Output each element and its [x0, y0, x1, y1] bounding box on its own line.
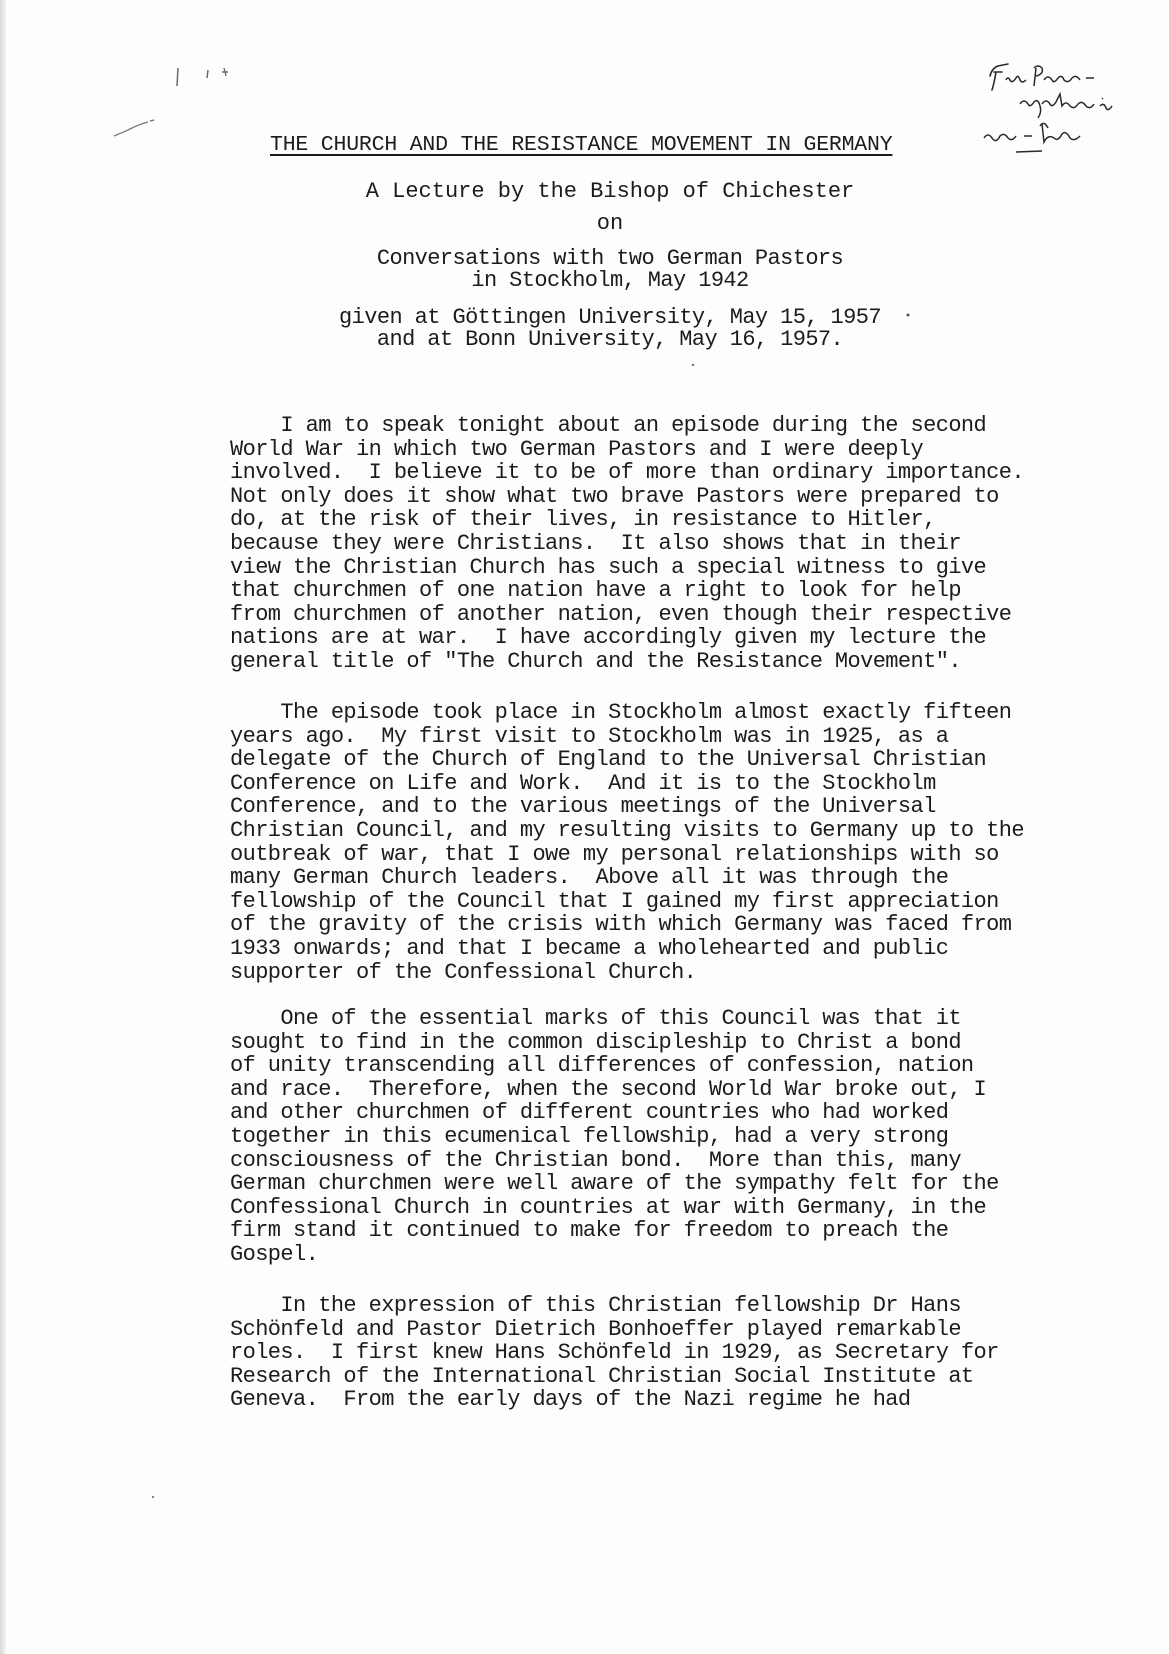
lecture-subject: [230, 248, 990, 292]
paragraph-line: Gospel.: [230, 1241, 319, 1267]
paragraph-line: fellowship of the Council that I gained my first appreciation: [230, 888, 999, 914]
paragraph-line: Confessional Church in countries at war with Germany, in the: [230, 1194, 987, 1220]
paragraph-line: consciousness of the Christian bond. More than this, many: [230, 1147, 961, 1173]
paragraph-line: Research of the International Christian Social Institute at: [230, 1363, 974, 1389]
paragraph-line: roles. I first knew Hans Schönfeld in 1929, as Secretary for: [230, 1340, 999, 1366]
paragraph-line: many German Church leaders. Above all it was through the: [230, 865, 949, 891]
lecture-byline: A Lecture by the Bishop of Chichester: [365, 179, 855, 204]
paragraph-line: years ago. My first visit to Stockholm was in 1925, as a: [230, 723, 949, 749]
lecture-venue-line: given at Göttingen University, May 15, 1957: [339, 305, 881, 330]
paragraph-line: delegate of the Church of England to the Universal Christian: [230, 747, 987, 773]
lecture-subject-line: Conversations with two German Pastors: [376, 246, 844, 271]
lecture-on: on: [596, 211, 624, 236]
paragraph-line: Not only does it show what two brave Pastors were prepared to: [230, 483, 999, 509]
paragraph-line: firm stand it continued to make for freedom to preach the: [230, 1218, 949, 1244]
paragraph-line: In the expression of this Christian fellowship Dr Hans: [230, 1293, 961, 1318]
paragraph-line: and race. Therefore, when the second World War broke out, I: [230, 1076, 987, 1102]
lecture-venue-line: and at Bonn University, May 16, 1957.: [376, 327, 844, 352]
paragraph-line: because they were Christians. It also shows that in their: [230, 530, 961, 556]
paragraph-line: Geneva. From the early days of the Nazi regime he had: [230, 1387, 911, 1413]
handwritten-annotation: [982, 58, 1122, 168]
paragraph-line: and other churchmen of different countries who had worked: [230, 1100, 949, 1126]
paragraph-line: One of the essential marks of this Council was that it: [230, 1006, 961, 1031]
paragraph-line: World War in which two German Pastors and I were deeply: [230, 436, 924, 462]
paragraph: [230, 1294, 1130, 1412]
paragraph-line: Christian Council, and my resulting visits to Germany up to the: [230, 817, 1024, 843]
paragraph-line: outbreak of war, that I owe my personal relationships with so: [230, 841, 999, 867]
paragraph-line: The episode took place in Stockholm almost exactly fifteen: [230, 700, 1012, 725]
lecture-venues: [230, 307, 990, 351]
paragraph-line: of unity transcending all differences of confession, nation: [230, 1053, 974, 1079]
paragraph-line: Conference, and to the various meetings of the Universal: [230, 794, 936, 820]
paragraph-line: do, at the risk of their lives, in resistance to Hitler,: [230, 507, 936, 533]
paragraph: [230, 1007, 1130, 1267]
paragraph-line: involved. I believe it to be of more than ordinary importance.: [230, 460, 1024, 486]
paragraph-line: I am to speak tonight about an episode during the second: [230, 413, 987, 438]
paragraph-line: that churchmen of one nation have a right to look for help: [230, 578, 961, 604]
paragraph-line: together in this ecumenical fellowship, had a very strong: [230, 1123, 949, 1149]
paragraph-line: from churchmen of another nation, even though their respective: [230, 601, 1012, 627]
scan-dot: [150, 1494, 156, 1500]
scan-dot: [690, 362, 696, 368]
paragraph-line: sought to find in the common discipleship to Christ a bond: [230, 1029, 961, 1055]
paragraph-line: of the gravity of the crisis with which Germany was faced from: [230, 912, 1012, 938]
paragraph-line: Schönfeld and Pastor Dietrich Bonhoeffer played remarkable: [230, 1316, 961, 1342]
paragraph-line: view the Christian Church has such a special witness to give: [230, 554, 987, 580]
scan-mark-left: [110, 118, 160, 140]
paragraph-line: German churchmen were well aware of the sympathy felt for the: [230, 1171, 999, 1197]
page-edge-shadow: [0, 0, 6, 1654]
handwriting-signature-icon: [982, 58, 1122, 168]
paragraph-line: Conference on Life and Work. And it is to the Stockholm: [230, 770, 936, 796]
paragraph-line: nations are at war. I have accordingly given my lecture the: [230, 625, 987, 651]
paragraph-line: supporter of the Confessional Church.: [230, 959, 697, 985]
scan-mark-top-left: [170, 64, 250, 94]
paragraph-line: general title of "The Church and the Resistance Movement".: [230, 648, 961, 674]
document-title: THE CHURCH AND THE RESISTANCE MOVEMENT IN GERMANY: [270, 133, 893, 157]
paragraph-line: 1933 onwards; and that I became a wholehearted and public: [230, 935, 949, 961]
paragraph: [230, 701, 1130, 984]
lecture-subject-line: in Stockholm, May 1942: [471, 268, 749, 293]
paragraph: [230, 414, 1130, 674]
